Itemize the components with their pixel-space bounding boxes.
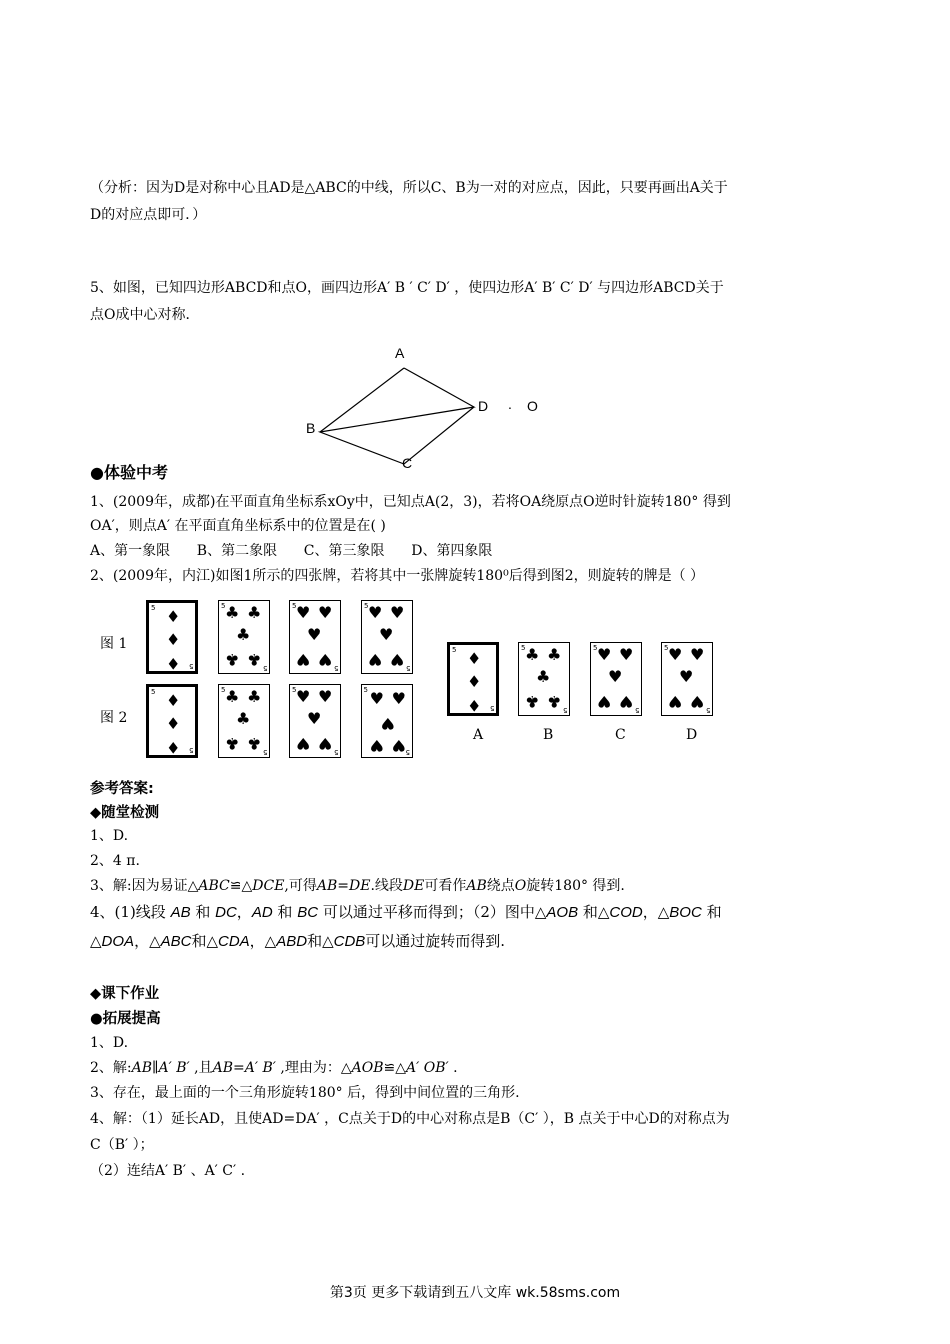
card-rank-top: 5 (405, 748, 410, 756)
suit-pip-bottom-left: ♣ (525, 692, 540, 711)
card-rank-bottom: 5 (333, 748, 338, 756)
suit-pip-bottom-left: ♥ (668, 692, 683, 711)
quadrilateral-figure (300, 340, 560, 475)
q5-line-2: 点O成中心对称． (90, 307, 200, 323)
fig1-card-heart-2 (361, 600, 413, 674)
suit-pip-bottom-right: ♣ (247, 734, 262, 753)
suit-pip-top-right: ♥ (390, 603, 405, 622)
exam-heading: ●体验中考 (90, 463, 168, 482)
quadrilateral-edges (320, 368, 474, 464)
suit-pip-top-right: ♥ (318, 603, 333, 622)
section-in-class-check: ◆随堂检测 (90, 805, 160, 821)
card-rank-top: 5 (292, 602, 297, 610)
homework-answer-4-line-3: （2）连结A′ B′ 、A′ C′ . (90, 1163, 246, 1179)
answer-2: 2、4 π. (90, 853, 140, 869)
suit-pip-top-right: ♥ (369, 736, 384, 755)
suit-pip-center: ♦ (166, 714, 181, 733)
choice-label-d: D (686, 727, 698, 743)
card-rank-bottom: 5 (405, 664, 410, 672)
exam-q2-line: 2、(2009年，内江)如图1所示的四张牌，若将其中一张牌旋转180⁰后得到图2，则旋转的牌是（ ） (90, 568, 705, 584)
fig1-card-club (218, 600, 270, 674)
vertex-label-d: D (478, 398, 489, 414)
card-rank-top: 5 (221, 602, 226, 610)
section-extension: ●拓展提高 (90, 1011, 161, 1027)
suit-pip-bottom-left: ♥ (368, 650, 383, 669)
fig1-card-diamond (146, 600, 198, 674)
choice-d-card (661, 642, 713, 716)
suit-pip-bottom-left: ♣ (225, 650, 240, 669)
homework-answer-1: 1、D. (90, 1035, 129, 1051)
homework-answer-4-line-1: 4、解：（1）延长AD，且使AD=DA′ ，C点关于D的中心对称点是B（C′ ），B 点关于中心D的对称点为 (90, 1111, 730, 1127)
page-footer: 第3页 更多下载请到五八文库 wk.58sms.com (329, 1285, 621, 1301)
suit-pip-top-left: ♣ (225, 687, 240, 706)
suit-pip-top-right: ♥ (619, 645, 634, 664)
card-rank-top: 5 (151, 688, 156, 696)
suit-pip-center: ♥ (679, 667, 694, 686)
suit-pip-bottom-right: ♥ (390, 650, 405, 669)
vertex-label-a: A (395, 345, 405, 361)
suit-pip-top: ♦ (467, 649, 482, 668)
card-rank-top: 5 (292, 686, 297, 694)
suit-pip-top-left: ♥ (391, 736, 406, 755)
suit-pip-bottom-right: ♣ (547, 692, 562, 711)
card-rank-bottom: 5 (188, 746, 193, 754)
suit-pip-center: ♦ (467, 672, 482, 691)
card-rank-bottom: 5 (262, 748, 267, 756)
suit-pip-top-right: ♣ (247, 603, 262, 622)
card-rank-bottom: 5 (364, 686, 369, 694)
card-rank-top: 5 (593, 644, 598, 652)
analysis-line-1: （分析：因为D是对称中心且AD是△ABC的中线，所以C、B为一对的对应点，因此，只要再画出A关于 (90, 180, 728, 196)
point-o-dot: . (508, 396, 512, 412)
card-rank-bottom: 5 (634, 706, 639, 714)
suit-pip-top: ♦ (166, 691, 181, 710)
card-rank-top: 5 (452, 646, 457, 654)
suit-pip-top: ♦ (166, 607, 181, 626)
suit-pip-center: ♥ (307, 625, 322, 644)
suit-pip-center: ♣ (536, 667, 551, 686)
answer-4-line-1: 4、(1)线段 AB 和 DC，AD 和 BC 可以通过平移而得到；（2）图中△AOB 和△COD，△BOC 和 (90, 903, 722, 921)
homework-answer-4-line-2: C（B′ ）； (90, 1137, 154, 1153)
suit-pip-center: ♥ (608, 667, 623, 686)
suit-pip-top-left: ♥ (597, 645, 612, 664)
quadrilateral-edge-ab (320, 368, 404, 432)
suit-pip-center: ♥ (379, 625, 394, 644)
exam-q1-line-1: 1、(2009年，成都)在平面直角坐标系xOy中，已知点A(2，3)，若将OA绕原点O逆时针旋转180° 得到 (90, 494, 731, 510)
q5-line-1: 5、如图，已知四边形ABCD和点O，画四边形A′ B ′ C′ D′ ，使四边形A′ B′ C′ D′ 与四边形ABCD关于 (90, 280, 724, 296)
exam-q1-options: A、第一象限 B、第二象限 C、第三象限 D、第四象限 (90, 543, 493, 559)
suit-pip-bottom-right: ♣ (247, 650, 262, 669)
answer-4-line-2: △DOA，△ABC和△CDA，△ABD和△CDB可以通过旋转而得到. (90, 932, 506, 950)
fig2-card-heart-2 (361, 684, 413, 758)
card-rank-top: 5 (151, 604, 156, 612)
suit-pip-top-right: ♥ (318, 687, 333, 706)
suit-pip-top-right: ♣ (247, 687, 262, 706)
suit-pip-top-left: ♣ (225, 603, 240, 622)
homework-answer-3: 3、存在，最上面的一个三角形旋转180° 后，得到中间位置的三角形. (90, 1085, 520, 1101)
choice-c-card (590, 642, 642, 716)
card-rank-bottom: 5 (188, 662, 193, 670)
card-rank-top: 5 (221, 686, 226, 694)
card-rank-bottom: 5 (705, 706, 710, 714)
suit-pip-bottom-left: ♥ (597, 692, 612, 711)
suit-pip-bottom-right: ♥ (318, 650, 333, 669)
suit-pip-bottom-right: ♥ (369, 689, 384, 708)
answer-1: 1、D. (90, 828, 129, 844)
suit-pip-bottom-right: ♥ (619, 692, 634, 711)
suit-pip-bottom-right: ♥ (318, 734, 333, 753)
suit-pip-bottom-left: ♥ (296, 734, 311, 753)
card-rank-bottom: 5 (262, 664, 267, 672)
suit-pip-top-left: ♥ (296, 603, 311, 622)
fig1-card-heart-1 (289, 600, 341, 674)
suit-pip-top-left: ♣ (525, 645, 540, 664)
fig2-card-club (218, 684, 270, 758)
card-rank-bottom: 5 (562, 706, 567, 714)
suit-pip-top-left: ♥ (368, 603, 383, 622)
suit-pip-top-left: ♥ (296, 687, 311, 706)
fig2-card-heart-1 (289, 684, 341, 758)
card-rank-bottom: 5 (489, 704, 494, 712)
choice-label-b: B (543, 727, 554, 743)
choice-label-a: A (473, 727, 484, 743)
section-homework: ◆课下作业 (90, 986, 160, 1002)
vertex-label-b: B (306, 420, 316, 436)
suit-pip-bottom: ♦ (166, 654, 181, 673)
exam-q1-line-2: OA′，则点A′ 在平面直角坐标系中的位置是在( ) (90, 518, 386, 534)
suit-pip-center: ♥ (307, 709, 322, 728)
fig2-card-diamond (146, 684, 198, 758)
figure-2-label: 图 2 (100, 710, 128, 726)
card-rank-top: 5 (664, 644, 669, 652)
suit-pip-bottom: ♦ (467, 696, 482, 715)
suit-pip-bottom-left: ♥ (391, 689, 406, 708)
suit-pip-center: ♣ (236, 709, 251, 728)
suit-pip-bottom: ♦ (166, 738, 181, 757)
point-label-o: O (527, 398, 538, 414)
suit-pip-center: ♣ (236, 625, 251, 644)
card-rank-top: 5 (364, 602, 369, 610)
card-rank-bottom: 5 (333, 664, 338, 672)
vertex-label-c: C (402, 455, 413, 471)
figure-1-label: 图 1 (100, 636, 128, 652)
card-rank-top: 5 (521, 644, 526, 652)
homework-answer-2: 2、解:AB∥A′ B′ ,且AB=A′ B′ ,理由为：△AOB≌△A′ OB′ . (90, 1060, 458, 1076)
choice-b-card (518, 642, 570, 716)
answer-3: 3、解:因为易证△ABC≌△DCE,可得AB=DE.线段DE可看作AB绕点O旋转180° 得到. (90, 878, 625, 894)
choice-a-card (447, 642, 499, 716)
choice-label-c: C (615, 727, 626, 743)
suit-pip-center: ♦ (166, 630, 181, 649)
suit-pip-top-right: ♣ (547, 645, 562, 664)
suit-pip-bottom-left: ♣ (225, 734, 240, 753)
suit-pip-bottom-right: ♥ (690, 692, 705, 711)
suit-pip-center: ♥ (380, 714, 395, 733)
answers-title: 参考答案: (90, 781, 154, 797)
analysis-line-2: D的对应点即可．） (90, 207, 207, 223)
suit-pip-top-left: ♥ (668, 645, 683, 664)
suit-pip-top-right: ♥ (690, 645, 705, 664)
suit-pip-bottom-left: ♥ (296, 650, 311, 669)
